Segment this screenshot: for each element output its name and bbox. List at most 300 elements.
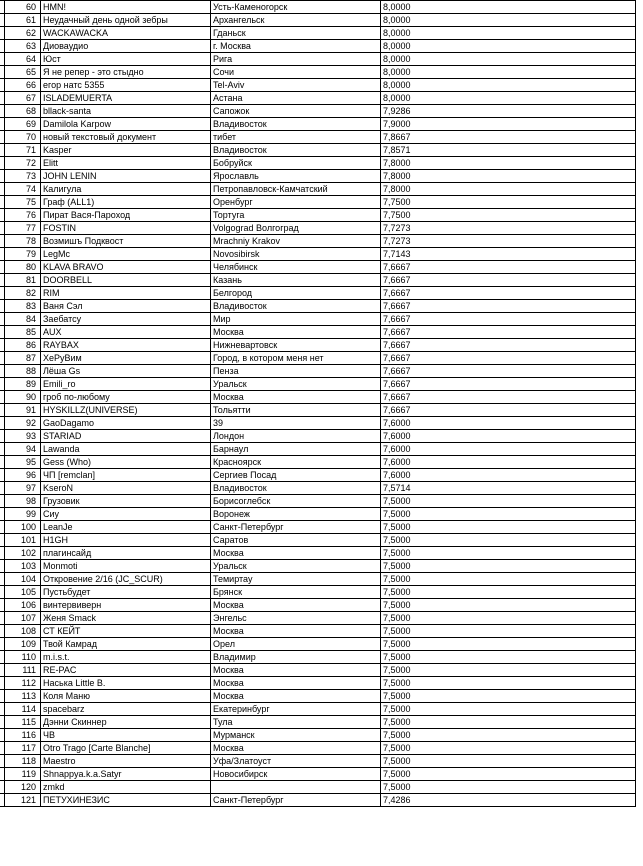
city-cell[interactable]: Рига xyxy=(211,53,381,66)
name-cell[interactable]: Otro Trago [Carte Blanche] xyxy=(41,742,211,755)
rank-cell[interactable]: 97 xyxy=(5,482,41,495)
city-cell[interactable]: Петропавловск-Камчатский xyxy=(211,183,381,196)
city-cell[interactable]: Владимир xyxy=(211,651,381,664)
name-cell[interactable]: Юст xyxy=(41,53,211,66)
score-cell[interactable]: 7,5000 xyxy=(381,781,636,794)
table-row xyxy=(0,144,636,157)
city-cell[interactable]: Владивосток xyxy=(211,482,381,495)
name-cell[interactable]: RE-PAC xyxy=(41,664,211,677)
rank-cell[interactable]: 119 xyxy=(5,768,41,781)
score-cell[interactable]: 7,5000 xyxy=(381,521,636,534)
score-cell[interactable]: 7,5000 xyxy=(381,638,636,651)
rank-cell[interactable]: 72 xyxy=(5,157,41,170)
score-cell[interactable]: 7,8000 xyxy=(381,157,636,170)
table-row xyxy=(0,443,636,456)
name-cell[interactable]: H1GH xyxy=(41,534,211,547)
name-cell[interactable]: FOSTIN xyxy=(41,222,211,235)
table-row xyxy=(0,768,636,781)
city-cell[interactable]: Volgograd Волгоград xyxy=(211,222,381,235)
table-row xyxy=(0,781,636,794)
table-row xyxy=(0,170,636,183)
name-cell[interactable]: Заебатсу xyxy=(41,313,211,326)
rank-cell[interactable]: 63 xyxy=(5,40,41,53)
rank-cell[interactable]: 109 xyxy=(5,638,41,651)
score-cell[interactable]: 7,6000 xyxy=(381,430,636,443)
city-cell[interactable]: Пенза xyxy=(211,365,381,378)
score-cell[interactable]: 7,5000 xyxy=(381,560,636,573)
score-cell[interactable]: 7,6667 xyxy=(381,287,636,300)
name-cell[interactable]: Maestro xyxy=(41,755,211,768)
city-cell[interactable]: Борисоглебск xyxy=(211,495,381,508)
rank-cell[interactable]: 69 xyxy=(5,118,41,131)
name-cell[interactable]: m.i.s.t. xyxy=(41,651,211,664)
name-cell[interactable]: Ваня Сэл xyxy=(41,300,211,313)
rank-cell[interactable]: 85 xyxy=(5,326,41,339)
table-row xyxy=(0,482,636,495)
city-cell[interactable]: Тула xyxy=(211,716,381,729)
name-cell[interactable]: Неудачный день одной зебры xyxy=(41,14,211,27)
city-cell[interactable]: 39 xyxy=(211,417,381,430)
table-row xyxy=(0,105,636,118)
name-cell[interactable]: Monmoti xyxy=(41,560,211,573)
table-row xyxy=(0,196,636,209)
score-cell[interactable]: 8,0000 xyxy=(381,92,636,105)
score-cell[interactable]: 7,6667 xyxy=(381,391,636,404)
city-cell[interactable]: Город, в котором меня нет xyxy=(211,352,381,365)
name-cell[interactable]: AUX xyxy=(41,326,211,339)
rank-cell[interactable]: 101 xyxy=(5,534,41,547)
score-cell[interactable]: 7,6667 xyxy=(381,365,636,378)
city-cell[interactable]: Владивосток xyxy=(211,300,381,313)
score-cell[interactable]: 7,6667 xyxy=(381,313,636,326)
name-cell[interactable]: ЧВ xyxy=(41,729,211,742)
name-cell[interactable]: Грузовик xyxy=(41,495,211,508)
city-cell[interactable]: Архангельск xyxy=(211,14,381,27)
rank-cell[interactable]: 108 xyxy=(5,625,41,638)
score-cell[interactable]: 7,6667 xyxy=(381,339,636,352)
name-cell[interactable]: spacebarz xyxy=(41,703,211,716)
table-row xyxy=(0,404,636,417)
city-cell[interactable]: Бобруйск xyxy=(211,157,381,170)
rank-cell[interactable]: 91 xyxy=(5,404,41,417)
score-cell[interactable]: 7,5000 xyxy=(381,664,636,677)
city-cell[interactable]: Тортуга xyxy=(211,209,381,222)
city-cell[interactable]: Красноярск xyxy=(211,456,381,469)
score-cell[interactable]: 7,5000 xyxy=(381,755,636,768)
city-cell[interactable]: Москва xyxy=(211,599,381,612)
rank-cell[interactable]: 81 xyxy=(5,274,41,287)
city-cell[interactable]: Ярославль xyxy=(211,170,381,183)
score-cell[interactable]: 7,5000 xyxy=(381,599,636,612)
table-row xyxy=(0,573,636,586)
rank-cell[interactable]: 110 xyxy=(5,651,41,664)
rank-cell[interactable]: 67 xyxy=(5,92,41,105)
rank-cell[interactable]: 90 xyxy=(5,391,41,404)
score-cell[interactable]: 7,7500 xyxy=(381,196,636,209)
name-cell[interactable]: Наська Little B. xyxy=(41,677,211,690)
rank-cell[interactable]: 118 xyxy=(5,755,41,768)
city-cell[interactable]: Усть-Каменогорск xyxy=(211,1,381,14)
rank-cell[interactable]: 115 xyxy=(5,716,41,729)
city-cell[interactable]: Мир xyxy=(211,313,381,326)
name-cell[interactable]: Kasper xyxy=(41,144,211,157)
name-cell[interactable]: LeanJe xyxy=(41,521,211,534)
score-cell[interactable]: 7,5000 xyxy=(381,742,636,755)
city-cell[interactable]: Орел xyxy=(211,638,381,651)
rank-cell[interactable]: 103 xyxy=(5,560,41,573)
rank-cell[interactable]: 104 xyxy=(5,573,41,586)
score-cell[interactable]: 7,6000 xyxy=(381,443,636,456)
city-cell[interactable]: Уральск xyxy=(211,378,381,391)
rank-cell[interactable]: 80 xyxy=(5,261,41,274)
score-cell[interactable]: 7,6000 xyxy=(381,469,636,482)
table-row xyxy=(0,716,636,729)
city-cell[interactable]: Уральск xyxy=(211,560,381,573)
city-cell[interactable]: Темиртау xyxy=(211,573,381,586)
rank-cell[interactable]: 66 xyxy=(5,79,41,92)
rank-cell[interactable]: 117 xyxy=(5,742,41,755)
rank-cell[interactable]: 78 xyxy=(5,235,41,248)
name-cell[interactable]: Дэнни Скиннер xyxy=(41,716,211,729)
table-row xyxy=(0,235,636,248)
table-row xyxy=(0,755,636,768)
score-cell[interactable]: 7,7273 xyxy=(381,235,636,248)
score-cell[interactable]: 7,8000 xyxy=(381,183,636,196)
city-cell[interactable]: Tel-Aviv xyxy=(211,79,381,92)
score-cell[interactable]: 7,6667 xyxy=(381,352,636,365)
name-cell[interactable]: bllack-santa xyxy=(41,105,211,118)
table-body xyxy=(0,1,636,807)
city-cell[interactable]: Оренбург xyxy=(211,196,381,209)
table-row xyxy=(0,14,636,27)
rank-cell[interactable]: 75 xyxy=(5,196,41,209)
table-row xyxy=(0,131,636,144)
rank-cell[interactable]: 93 xyxy=(5,430,41,443)
city-cell[interactable]: Лондон xyxy=(211,430,381,443)
name-cell[interactable]: zmkd xyxy=(41,781,211,794)
name-cell[interactable]: СТ КЕЙТ xyxy=(41,625,211,638)
name-cell[interactable]: Elitt xyxy=(41,157,211,170)
table-row xyxy=(0,118,636,131)
rank-cell[interactable]: 114 xyxy=(5,703,41,716)
city-cell[interactable]: Брянск xyxy=(211,586,381,599)
table-row xyxy=(0,222,636,235)
score-cell[interactable]: 7,5000 xyxy=(381,768,636,781)
rank-cell[interactable]: 105 xyxy=(5,586,41,599)
score-cell[interactable]: 7,7273 xyxy=(381,222,636,235)
rank-cell[interactable]: 88 xyxy=(5,365,41,378)
rank-cell[interactable]: 64 xyxy=(5,53,41,66)
name-cell[interactable]: Lawanda xyxy=(41,443,211,456)
table-row xyxy=(0,40,636,53)
rank-cell[interactable]: 112 xyxy=(5,677,41,690)
city-cell[interactable]: Нижневартовск xyxy=(211,339,381,352)
score-cell[interactable]: 7,5000 xyxy=(381,716,636,729)
city-cell[interactable]: Барнаул xyxy=(211,443,381,456)
table-row xyxy=(0,612,636,625)
score-cell[interactable]: 7,6667 xyxy=(381,378,636,391)
table-row xyxy=(0,287,636,300)
table-row xyxy=(0,209,636,222)
name-cell[interactable]: HMN! xyxy=(41,1,211,14)
score-cell[interactable]: 7,4286 xyxy=(381,794,636,807)
name-cell[interactable]: Shnappya.k.a.Satyr xyxy=(41,768,211,781)
table-row xyxy=(0,157,636,170)
table-row xyxy=(0,261,636,274)
score-cell[interactable]: 7,5000 xyxy=(381,547,636,560)
city-cell[interactable]: Энгельс xyxy=(211,612,381,625)
table-row xyxy=(0,66,636,79)
rank-cell[interactable]: 87 xyxy=(5,352,41,365)
name-cell[interactable]: ПЕТУХИНЕЗИС xyxy=(41,794,211,807)
score-cell[interactable]: 7,5000 xyxy=(381,495,636,508)
city-cell[interactable]: Белгород xyxy=(211,287,381,300)
score-cell[interactable]: 7,6000 xyxy=(381,456,636,469)
city-cell[interactable] xyxy=(211,781,381,794)
score-cell[interactable]: 7,5000 xyxy=(381,729,636,742)
city-cell[interactable]: Сочи xyxy=(211,66,381,79)
table-row xyxy=(0,599,636,612)
table-row xyxy=(0,625,636,638)
name-cell[interactable]: гроб по-любому xyxy=(41,391,211,404)
city-cell[interactable]: Москва xyxy=(211,742,381,755)
score-cell[interactable]: 7,6667 xyxy=(381,261,636,274)
score-cell[interactable]: 8,0000 xyxy=(381,79,636,92)
score-cell[interactable]: 7,5000 xyxy=(381,677,636,690)
city-cell[interactable]: Москва xyxy=(211,547,381,560)
score-cell[interactable]: 7,6667 xyxy=(381,326,636,339)
score-cell[interactable]: 7,8571 xyxy=(381,144,636,157)
rank-cell[interactable]: 79 xyxy=(5,248,41,261)
city-cell[interactable]: Уфа/Златоуст xyxy=(211,755,381,768)
rank-cell[interactable]: 120 xyxy=(5,781,41,794)
city-cell[interactable]: Сапожок xyxy=(211,105,381,118)
table-row xyxy=(0,560,636,573)
score-cell[interactable]: 7,9000 xyxy=(381,118,636,131)
city-cell[interactable]: Москва xyxy=(211,690,381,703)
city-cell[interactable]: Астана xyxy=(211,92,381,105)
table-row xyxy=(0,677,636,690)
rank-cell[interactable]: 102 xyxy=(5,547,41,560)
city-cell[interactable]: Гданьск xyxy=(211,27,381,40)
table-row xyxy=(0,456,636,469)
score-cell[interactable]: 8,0000 xyxy=(381,66,636,79)
table-row xyxy=(0,690,636,703)
score-cell[interactable]: 7,5000 xyxy=(381,625,636,638)
city-cell[interactable]: Саратов xyxy=(211,534,381,547)
score-cell[interactable]: 7,5000 xyxy=(381,508,636,521)
city-cell[interactable]: Владивосток xyxy=(211,118,381,131)
city-cell[interactable]: Владивосток xyxy=(211,144,381,157)
table-row xyxy=(0,92,636,105)
score-cell[interactable]: 7,9286 xyxy=(381,105,636,118)
name-cell[interactable]: ХеРуВим xyxy=(41,352,211,365)
name-cell[interactable]: WACKAWACKA xyxy=(41,27,211,40)
rank-cell[interactable]: 95 xyxy=(5,456,41,469)
score-cell[interactable]: 7,6667 xyxy=(381,274,636,287)
score-cell[interactable]: 7,6667 xyxy=(381,300,636,313)
rank-cell[interactable]: 70 xyxy=(5,131,41,144)
city-cell[interactable]: г. Москва xyxy=(211,40,381,53)
rank-cell[interactable]: 113 xyxy=(5,690,41,703)
score-cell[interactable]: 7,7143 xyxy=(381,248,636,261)
name-cell[interactable]: винтервиверн xyxy=(41,599,211,612)
table-row xyxy=(0,469,636,482)
rank-cell[interactable]: 76 xyxy=(5,209,41,222)
city-cell[interactable]: Тольятти xyxy=(211,404,381,417)
rank-cell[interactable]: 73 xyxy=(5,170,41,183)
rank-cell[interactable]: 107 xyxy=(5,612,41,625)
city-cell[interactable]: Санкт-Петербург xyxy=(211,521,381,534)
rank-cell[interactable]: 71 xyxy=(5,144,41,157)
city-cell[interactable]: Сергиев Посад xyxy=(211,469,381,482)
table-row xyxy=(0,300,636,313)
score-cell[interactable]: 7,7500 xyxy=(381,209,636,222)
city-cell[interactable]: тибет xyxy=(211,131,381,144)
table-row xyxy=(0,534,636,547)
rank-cell[interactable]: 121 xyxy=(5,794,41,807)
city-cell[interactable]: Воронеж xyxy=(211,508,381,521)
table-row xyxy=(0,365,636,378)
rank-cell[interactable]: 96 xyxy=(5,469,41,482)
score-cell[interactable]: 7,6667 xyxy=(381,404,636,417)
name-cell[interactable]: Damilola Karpow xyxy=(41,118,211,131)
score-cell[interactable]: 8,0000 xyxy=(381,1,636,14)
table-row xyxy=(0,547,636,560)
score-cell[interactable]: 7,5000 xyxy=(381,534,636,547)
rank-cell[interactable]: 62 xyxy=(5,27,41,40)
table-row xyxy=(0,417,636,430)
city-cell[interactable]: Новосибирск xyxy=(211,768,381,781)
city-cell[interactable]: Мурманск xyxy=(211,729,381,742)
score-cell[interactable]: 7,6000 xyxy=(381,417,636,430)
name-cell[interactable]: JOHN LENIN xyxy=(41,170,211,183)
rank-cell[interactable]: 61 xyxy=(5,14,41,27)
rank-cell[interactable]: 74 xyxy=(5,183,41,196)
name-cell[interactable]: Я не репер - это стыдно xyxy=(41,66,211,79)
name-cell[interactable]: KLAVA BRAVO xyxy=(41,261,211,274)
score-cell[interactable]: 7,8667 xyxy=(381,131,636,144)
name-cell[interactable]: RAYBAX xyxy=(41,339,211,352)
rank-cell[interactable]: 82 xyxy=(5,287,41,300)
score-cell[interactable]: 7,8000 xyxy=(381,170,636,183)
name-cell[interactable]: ISLADEMUERTA xyxy=(41,92,211,105)
name-cell[interactable]: Сиу xyxy=(41,508,211,521)
name-cell[interactable]: Граф (ALL1) xyxy=(41,196,211,209)
score-cell[interactable]: 7,5714 xyxy=(381,482,636,495)
rank-cell[interactable]: 68 xyxy=(5,105,41,118)
city-cell[interactable]: Казань xyxy=(211,274,381,287)
rank-cell[interactable]: 89 xyxy=(5,378,41,391)
table-row xyxy=(0,326,636,339)
rank-cell[interactable]: 111 xyxy=(5,664,41,677)
rank-cell[interactable]: 86 xyxy=(5,339,41,352)
city-cell[interactable]: Челябинск xyxy=(211,261,381,274)
table-row xyxy=(0,651,636,664)
table-row xyxy=(0,495,636,508)
table-row xyxy=(0,586,636,599)
city-cell[interactable]: Москва xyxy=(211,326,381,339)
rank-cell[interactable]: 106 xyxy=(5,599,41,612)
rank-cell[interactable]: 116 xyxy=(5,729,41,742)
name-cell[interactable]: STARIAD xyxy=(41,430,211,443)
name-cell[interactable]: Emili_ro xyxy=(41,378,211,391)
name-cell[interactable]: Откровение 2/16 (JC_SCUR) xyxy=(41,573,211,586)
name-cell[interactable]: егор натс 5355 xyxy=(41,79,211,92)
score-cell[interactable]: 7,5000 xyxy=(381,612,636,625)
rank-cell[interactable]: 77 xyxy=(5,222,41,235)
table-row xyxy=(0,79,636,92)
city-cell[interactable]: Mrachniy Krakov xyxy=(211,235,381,248)
score-cell[interactable]: 8,0000 xyxy=(381,40,636,53)
name-cell[interactable]: GaoDagamo xyxy=(41,417,211,430)
name-cell[interactable]: Пустьбудет xyxy=(41,586,211,599)
table-row xyxy=(0,729,636,742)
rank-cell[interactable]: 92 xyxy=(5,417,41,430)
name-cell[interactable]: DOORBELL xyxy=(41,274,211,287)
city-cell[interactable]: Москва xyxy=(211,625,381,638)
table-row xyxy=(0,339,636,352)
name-cell[interactable]: Женя Smack xyxy=(41,612,211,625)
table-row xyxy=(0,274,636,287)
city-cell[interactable]: Москва xyxy=(211,664,381,677)
rank-cell[interactable]: 98 xyxy=(5,495,41,508)
score-cell[interactable]: 7,5000 xyxy=(381,586,636,599)
rank-cell[interactable]: 83 xyxy=(5,300,41,313)
name-cell[interactable]: HYSKILLZ(UNIVERSE) xyxy=(41,404,211,417)
table-row xyxy=(0,248,636,261)
rank-cell[interactable]: 99 xyxy=(5,508,41,521)
name-cell[interactable]: Твой Камрад xyxy=(41,638,211,651)
score-cell[interactable]: 8,0000 xyxy=(381,27,636,40)
rank-cell[interactable]: 94 xyxy=(5,443,41,456)
name-cell[interactable]: Калигула xyxy=(41,183,211,196)
rank-cell[interactable]: 100 xyxy=(5,521,41,534)
table-row xyxy=(0,391,636,404)
name-cell[interactable]: Пират Вася-Пароход xyxy=(41,209,211,222)
name-cell[interactable]: новый текстовый документ xyxy=(41,131,211,144)
score-cell[interactable]: 7,5000 xyxy=(381,573,636,586)
name-cell[interactable]: RIM xyxy=(41,287,211,300)
name-cell[interactable]: Возмишъ Подквост xyxy=(41,235,211,248)
rank-cell[interactable]: 84 xyxy=(5,313,41,326)
table-row xyxy=(0,742,636,755)
name-cell[interactable]: ЧП [remclan] xyxy=(41,469,211,482)
name-cell[interactable]: Gess (Who) xyxy=(41,456,211,469)
score-cell[interactable]: 8,0000 xyxy=(381,53,636,66)
city-cell[interactable]: Москва xyxy=(211,391,381,404)
name-cell[interactable]: плагинсайд xyxy=(41,547,211,560)
score-cell[interactable]: 7,5000 xyxy=(381,703,636,716)
score-cell[interactable]: 7,5000 xyxy=(381,651,636,664)
table-row xyxy=(0,794,636,807)
name-cell[interactable]: Диоваудио xyxy=(41,40,211,53)
city-cell[interactable]: Novosibirsk xyxy=(211,248,381,261)
rank-cell[interactable]: 65 xyxy=(5,66,41,79)
city-cell[interactable]: Санкт-Петербург xyxy=(211,794,381,807)
city-cell[interactable]: Екатеринбург xyxy=(211,703,381,716)
name-cell[interactable]: Лёша Gs xyxy=(41,365,211,378)
city-cell[interactable]: Москва xyxy=(211,677,381,690)
score-cell[interactable]: 8,0000 xyxy=(381,14,636,27)
score-cell[interactable]: 7,5000 xyxy=(381,690,636,703)
name-cell[interactable]: Коля Маню xyxy=(41,690,211,703)
name-cell[interactable]: KseroN xyxy=(41,482,211,495)
rank-cell[interactable]: 60 xyxy=(5,1,41,14)
table-row xyxy=(0,508,636,521)
name-cell[interactable]: LegMc xyxy=(41,248,211,261)
table-row xyxy=(0,378,636,391)
